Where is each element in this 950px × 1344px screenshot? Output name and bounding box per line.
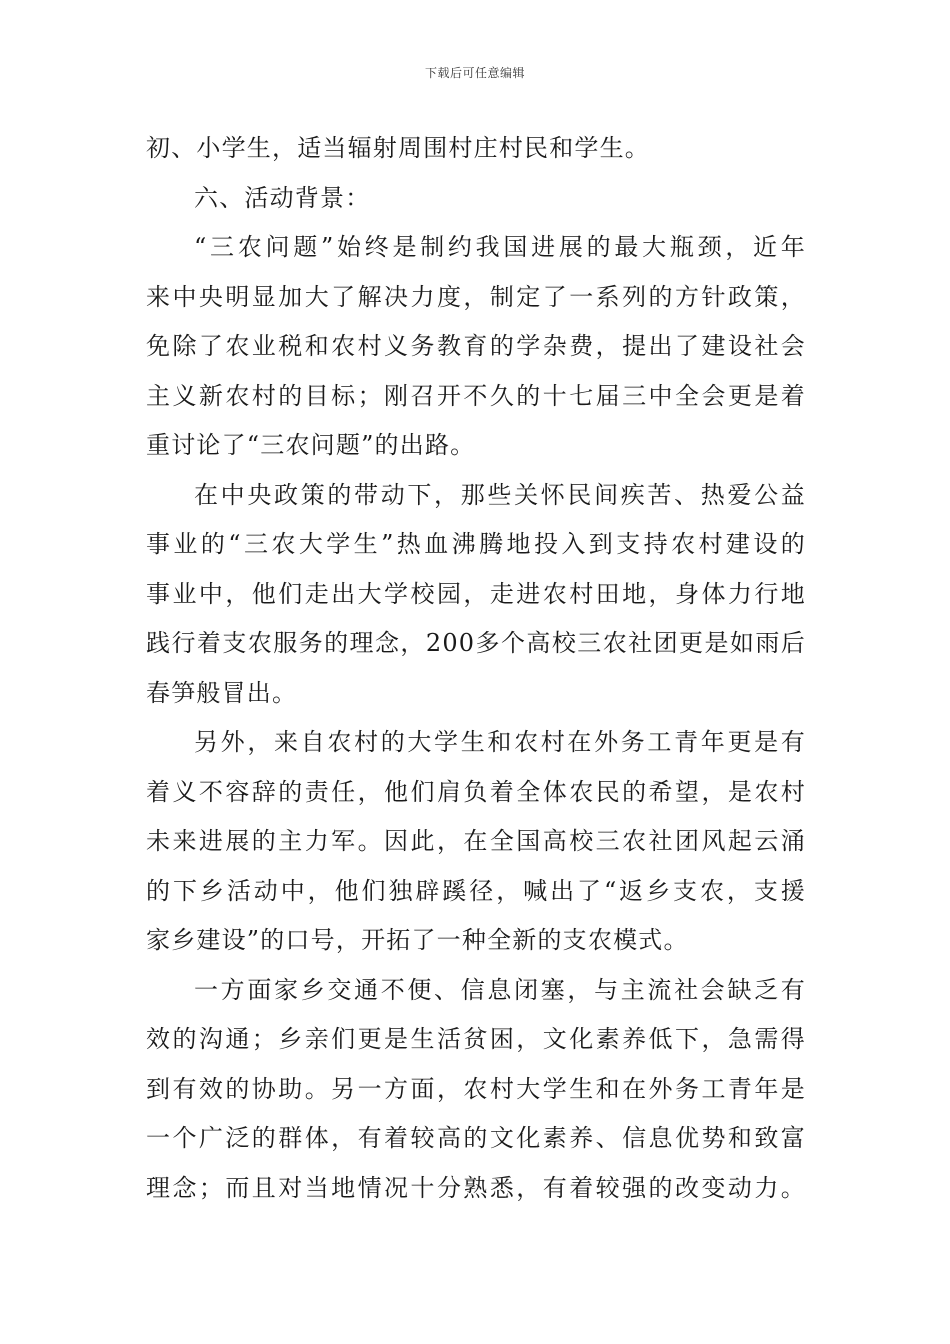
text-line: 践行着支农服务的理念，200多个高校三农社团更是如雨后 xyxy=(146,629,806,657)
text-line: 重讨论了“三农问题”的出路。 xyxy=(146,431,476,459)
text-line: 到有效的协助。另一方面，农村大学生和在外务工青年是 xyxy=(146,1074,806,1103)
text-line: 效的沟通；乡亲们更是生活贫困，文化素养低下，急需得 xyxy=(146,1025,806,1053)
page-header: 下载后可任意编辑 xyxy=(424,66,525,80)
text-line: 在中央政策的带动下，那些关怀民间疾苦、热爱公益 xyxy=(194,480,806,509)
text-line: 一个广泛的群体，有着较高的文化素养、信息优势和致富 xyxy=(146,1124,806,1152)
text-line: 未来进展的主力军。因此，在全国高校三农社团风起云涌 xyxy=(146,827,806,855)
text-line: 的下乡活动中，他们独辟蹊径，喊出了“返乡支农，支援 xyxy=(146,876,806,905)
text-line: 一方面家乡交通不便、信息闭塞，与主流社会缺乏有 xyxy=(194,975,806,1004)
text-line: 主义新农村的目标；刚召开不久的十七届三中全会更是着 xyxy=(146,381,806,410)
text-line: 六、活动背景： xyxy=(194,183,371,212)
text-line: 来中央明显加大了解决力度，制定了一系列的方针政策， xyxy=(146,282,806,311)
text-line: 初、小学生，适当辐射周围村庄村民和学生。 xyxy=(146,134,650,162)
text-line: 理念；而且对当地情况十分熟悉，有着较强的改变动力。 xyxy=(146,1173,806,1202)
text-line: 免除了农业税和农村义务教育的学杂费，提出了建设社会 xyxy=(146,332,806,360)
text-line: 另外，来自农村的大学生和农村在外务工青年更是有 xyxy=(194,728,806,756)
text-line: 事业中，他们走出大学校园，走进农村田地，身体力行地 xyxy=(146,579,806,608)
text-line: 事业的“三农大学生”热血沸腾地投入到支持农村建设的 xyxy=(146,530,806,558)
text-line: “三农问题”始终是制约我国进展的最大瓶颈，近年 xyxy=(194,233,806,261)
text-line: 着义不容辞的责任，他们肩负着全体农民的希望，是农村 xyxy=(146,777,806,806)
document-body xyxy=(146,124,806,1213)
text-line: 春笋般冒出。 xyxy=(146,678,298,707)
text-line: 家乡建设”的口号，开拓了一种全新的支农模式。 xyxy=(146,926,689,954)
